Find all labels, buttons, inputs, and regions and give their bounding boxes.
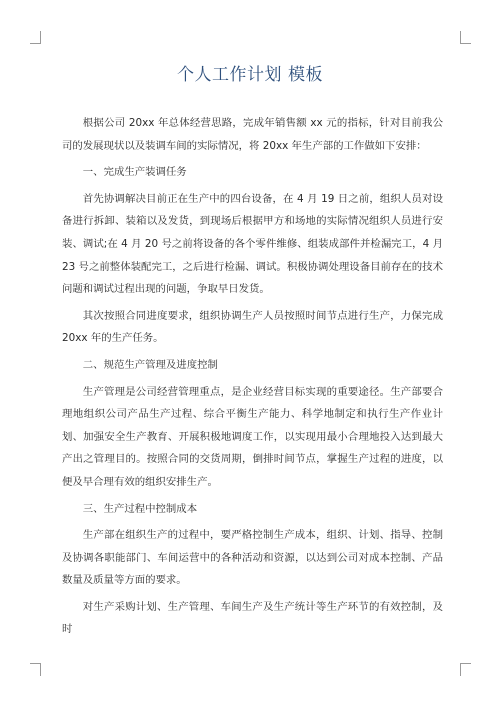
body-paragraph: 生产部在组织生产的过程中，要严格控制生产成本，组织、计划、指导、控制及协调各职能部门、车间运营中的各种活动和资源，以达到公司对成本控制、产品数量及质量等方面的要求。 bbox=[62, 529, 443, 587]
body-paragraph: 首先协调解决目前正在生产中的四台设备，在 4 月 19 日之前，组织人员对设备进行拆卸、装箱以及发货，到现场后根据甲方和场地的实际情况组织人员进行安装、调试;在 4 月 20 号之前将设备的各个零件维修、组装成部件并检漏完工，4 月 23 号之前整体装配完工，之后进行检漏、调试。积极协调处理设备目前存在的技术问题和调试过程出现的问题，争取早日发货。 bbox=[62, 192, 443, 296]
crop-mark-top-right bbox=[460, 31, 471, 44]
intro-paragraph: 根据公司 20xx 年总体经营思路，完成年销售额 xx 元的指标，针对目前我公司的发展现状以及装调车间的实际情况，将 20xx 年生产部的工作做如下安排： bbox=[62, 117, 443, 152]
section-heading-3: 三、生产过程中控制成本 bbox=[82, 502, 198, 515]
document-body bbox=[62, 112, 443, 645]
crop-mark-top-left bbox=[30, 31, 41, 44]
document-title: 个人工作计划 模板 bbox=[177, 65, 323, 85]
crop-mark-bottom-right bbox=[460, 663, 471, 676]
body-paragraph: 其次按照合同进度要求，组织协调生产人员按照时间节点进行生产，力保完成 20xx 年的生产任务。 bbox=[62, 309, 443, 345]
section-heading-1: 一、完成生产装调任务 bbox=[82, 166, 187, 179]
body-paragraph: 生产管理是公司经营管理重点，是企业经营目标实现的重要途径。生产部要合理地组织公司产品生产过程、综合平衡生产能力、科学地制定和执行生产作业计划、加强安全生产教育、开展积极地调度工作，以实现用最小合理地投入达到最大产出之管理目的。按照合同的交货周期，倒排时间节点，掌握生产过程的进度，以便及早合理有效的组织安排生产。 bbox=[62, 385, 443, 488]
section-heading-2: 二、规范生产管理及进度控制 bbox=[82, 358, 218, 371]
crop-mark-bottom-left bbox=[30, 663, 41, 676]
body-paragraph: 对生产采购计划、生产管理、车间生产及生产统计等生产环节的有效控制，及时 bbox=[62, 600, 443, 636]
